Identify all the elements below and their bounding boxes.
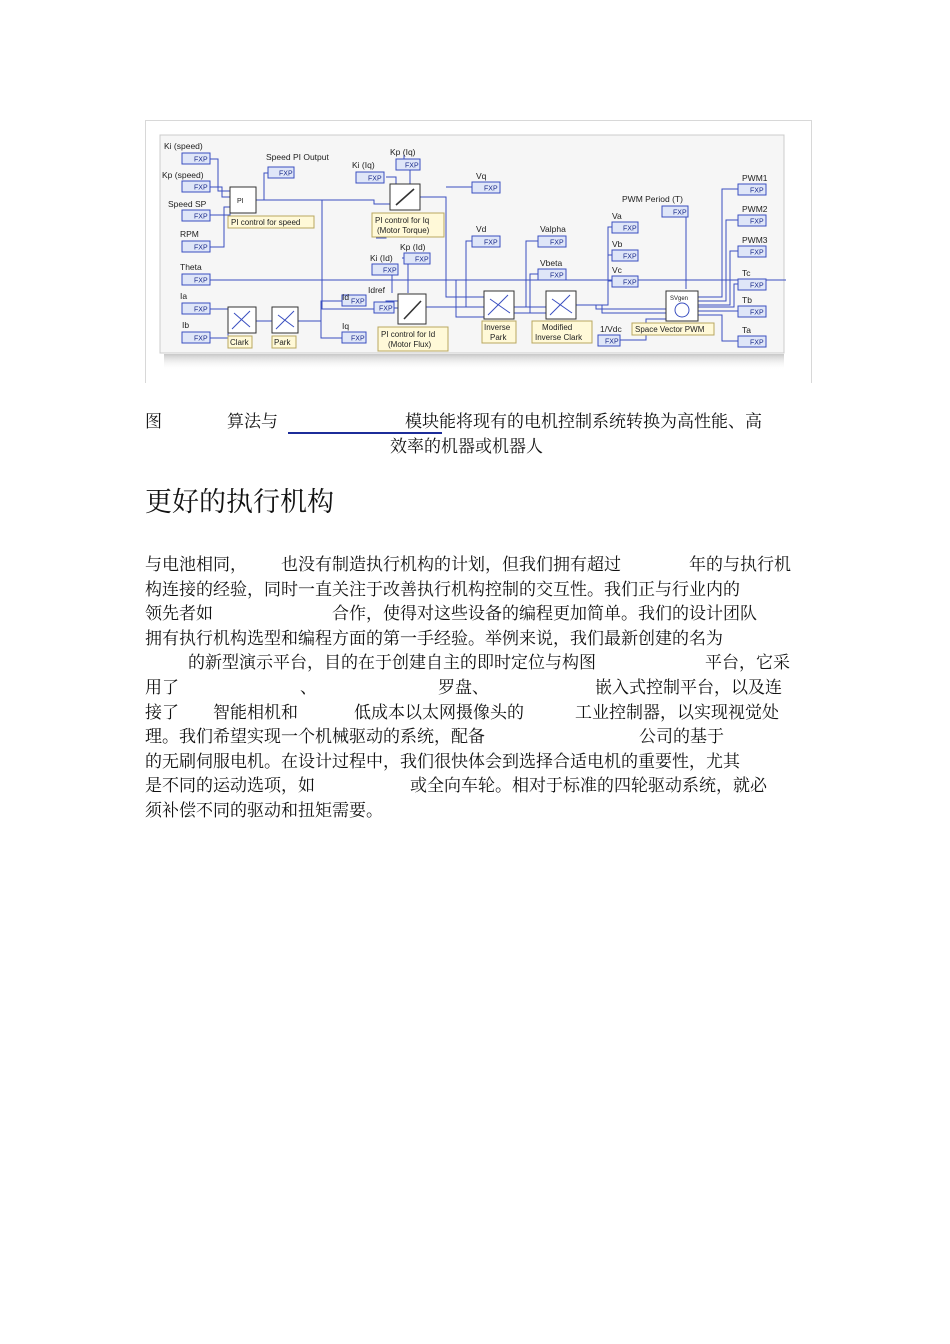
text-line (145, 676, 807, 701)
pi-id-label: PI control for Id (381, 330, 436, 339)
id-label: Id (342, 292, 350, 302)
text-run: 是不同的运动选项，如 (145, 776, 315, 797)
vb-label: Vb (612, 239, 623, 249)
text-line (145, 578, 807, 603)
caption-figure-marker: 图 (145, 412, 162, 432)
text-run: 罗盘、 (438, 677, 489, 698)
text-line (145, 602, 807, 627)
fxp-label: FXP (623, 253, 637, 261)
fxp-label: FXP (673, 209, 687, 217)
fxp-label: FXP (194, 244, 208, 252)
fxp-label: FXP (623, 225, 637, 233)
text-line (145, 774, 807, 799)
fxp-label: FXP (484, 239, 498, 247)
fxp-label: FXP (415, 256, 429, 264)
fxp-label: FXP (550, 272, 564, 280)
ki-iq-label: Ki (Iq) (352, 160, 375, 170)
valpha-label: Valpha (540, 224, 566, 234)
inv-vdc-label: 1/Vdc (600, 324, 622, 334)
fxp-label: FXP (351, 298, 365, 306)
fxp-label: FXP (750, 339, 764, 347)
vq-label: Vq (476, 171, 487, 181)
fxp-label: FXP (750, 309, 764, 317)
output-label: Tc (742, 268, 751, 278)
output-label: Ta (742, 325, 751, 335)
idref-label: Idref (368, 285, 386, 295)
fxp-label: FXP (623, 279, 637, 287)
text-run: 合作，使得对这些设备的编程更加简单。我们的设计团队 (332, 604, 757, 625)
pi-icon-text: PI (237, 198, 244, 205)
fxp-label: FXP (194, 335, 208, 343)
input-label: Speed SP (168, 199, 207, 209)
input-label: Ia (180, 291, 188, 301)
text-run: 平台，它采 (705, 653, 790, 674)
pi-id-sublabel: (Motor Flux) (388, 340, 432, 349)
ki-id-label: Ki (Id) (370, 253, 393, 263)
vc-label: Vc (612, 265, 622, 275)
text-run: 理。我们希望实现一个机械驱动的系统，配备 (145, 727, 485, 748)
text-run: 构连接的经验，同时一直关注于改善执行机构控制的交互性。我们正与行业内的 (145, 579, 740, 600)
motor-control-diagram (146, 121, 811, 383)
text-run: 的无刷伺服电机。在设计过程中，我们很快体会到选择合适电机的重要性，尤其 (145, 751, 740, 772)
va-label: Va (612, 211, 622, 221)
caption-text: 模块能将现有的电机控制系统转换为高性能、高 (405, 412, 762, 432)
input-label: Ki (speed) (164, 141, 203, 151)
body-paragraph (145, 553, 807, 824)
pi-speed-label: PI control for speed (231, 218, 301, 227)
text-line (145, 627, 807, 652)
fxp-label: FXP (194, 156, 208, 164)
kp-iq-label: Kp (Iq) (390, 147, 416, 157)
clark-label: Clark (230, 338, 249, 347)
text-run: 接了 (145, 702, 179, 723)
svpwm-label: Space Vector PWM (635, 325, 705, 334)
park-label: Park (274, 338, 291, 347)
pi-iq-label: PI control for Iq (375, 216, 430, 225)
output-label: PWM1 (742, 173, 768, 183)
fxp-label: FXP (351, 335, 365, 343)
output-label: Tb (742, 295, 752, 305)
kp-id-label: Kp (Id) (400, 242, 426, 252)
vd-label: Vd (476, 224, 487, 234)
text-run: 拥有执行机构选型和编程方面的第一手经验。举例来说，我们最新创建的名为 (145, 628, 723, 649)
fxp-label: FXP (750, 218, 764, 226)
text-run: 或全向车轮。相对于标准的四轮驱动系统，就必 (410, 776, 767, 797)
text-line (145, 701, 807, 726)
modified-inverse-clark-label: Modified (542, 323, 573, 332)
text-run: 用了 (145, 677, 179, 698)
fxp-label: FXP (750, 249, 764, 257)
input-label: RPM (180, 229, 199, 239)
text-run: 年的与执行机 (689, 555, 791, 575)
text-line (145, 651, 807, 676)
fxp-label: FXP (279, 170, 293, 178)
text-run: 与电池相同， (145, 555, 247, 575)
speed-pi-output-label: Speed PI Output (266, 152, 329, 162)
fxp-label: FXP (405, 162, 419, 170)
text-line (145, 799, 807, 824)
text-run: 智能相机和 (213, 702, 298, 723)
text-run: 工业控制器，以实现视觉处 (575, 702, 779, 723)
inverse-park-sublabel: Park (490, 333, 507, 342)
fxp-label: FXP (750, 187, 764, 195)
panel-shadow (164, 354, 784, 370)
text-run: 公司的基于 (639, 727, 724, 748)
caption-text: 效率的机器或机器人 (390, 437, 543, 457)
fxp-label: FXP (194, 306, 208, 314)
block-diagram-figure (145, 120, 812, 383)
fxp-label: FXP (605, 338, 619, 346)
section-heading: 更好的执行机构 (145, 487, 334, 518)
output-label: PWM2 (742, 204, 768, 214)
modified-inverse-clark-sublabel: Inverse Clark (535, 333, 583, 342)
clark-block (228, 307, 256, 348)
text-run: 、 (300, 677, 317, 698)
iq-label: Iq (342, 321, 350, 331)
fxp-label: FXP (194, 184, 208, 192)
fxp-label: FXP (383, 267, 397, 275)
fxp-label: FXP (379, 305, 393, 313)
vbeta-label: Vbeta (540, 258, 563, 268)
park-block (272, 307, 298, 348)
svpwm-icon-text: SVgen (670, 296, 689, 302)
fxp-label: FXP (484, 185, 498, 193)
fxp-label: FXP (194, 213, 208, 221)
input-label: Kp (speed) (162, 170, 204, 180)
fxp-label: FXP (194, 277, 208, 285)
pwm-period-label: PWM Period (T) (622, 194, 683, 204)
text-line (145, 750, 807, 775)
fxp-label: FXP (368, 175, 382, 183)
text-run: 低成本以太网摄像头的 (354, 702, 524, 723)
fxp-label: FXP (550, 239, 564, 247)
input-label: Theta (180, 262, 202, 272)
text-run: 的新型演示平台，目的在于创建自主的即时定位与构图 (188, 653, 596, 674)
inverse-park-label: Inverse (484, 323, 511, 332)
text-line (145, 725, 807, 750)
fxp-label: FXP (750, 282, 764, 290)
text-line (145, 553, 807, 578)
caption-text: 算法与 (227, 412, 278, 432)
output-label: PWM3 (742, 235, 768, 245)
text-run: 须补偿不同的驱动和扭矩需要。 (145, 800, 383, 821)
text-run: 领先者如 (145, 604, 213, 625)
text-run: 也没有制造执行机构的计划，但我们拥有超过 (281, 555, 621, 575)
pi-iq-sublabel: (Motor Torque) (377, 226, 430, 235)
inverse-park-block (482, 291, 516, 343)
input-label: Ib (182, 320, 190, 330)
text-run: 嵌入式控制平台，以及连 (595, 677, 782, 698)
